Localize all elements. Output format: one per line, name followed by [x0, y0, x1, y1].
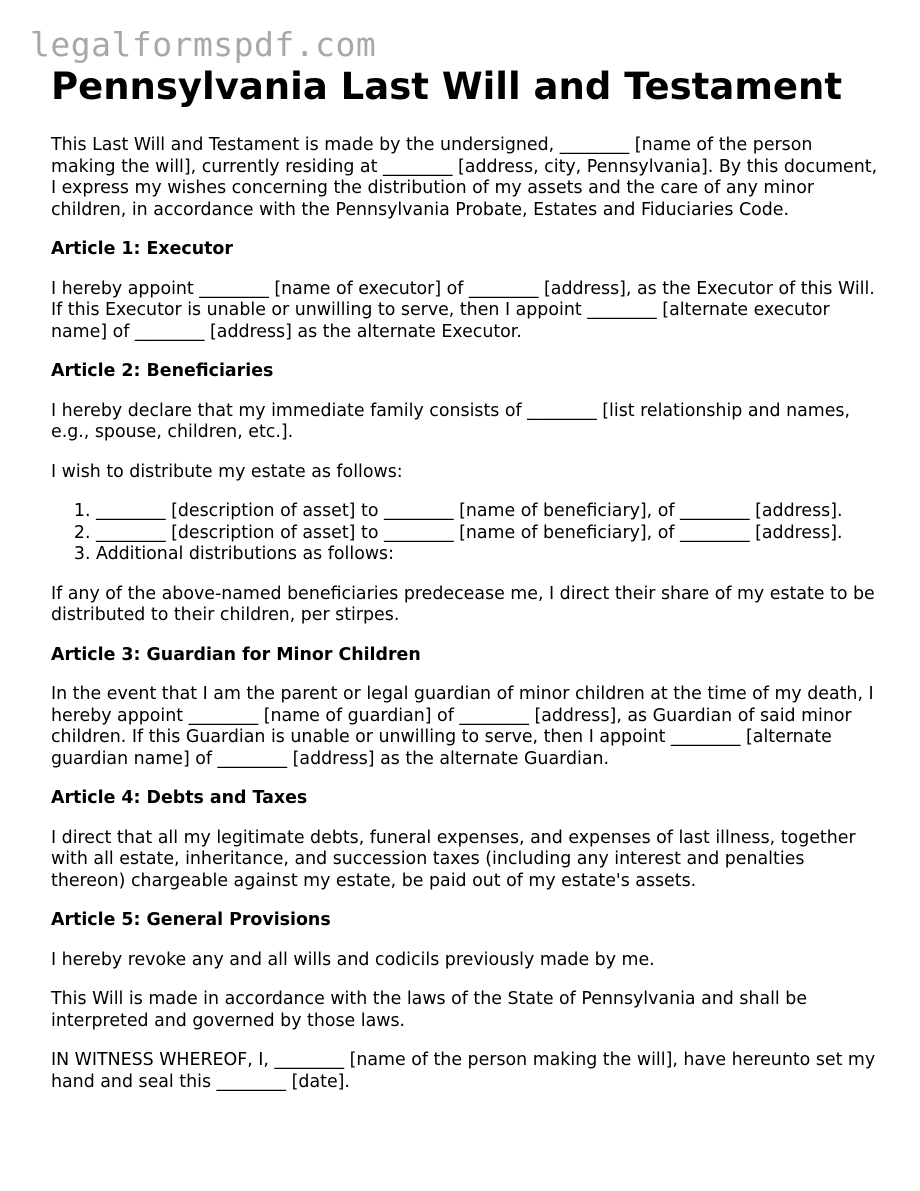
article-4-text: I direct that all my legitimate debts, funeral expenses, and expenses of last illness, together with all estate, inheritance, and succession taxes (including any interest and penalties thereon) chargeable against my estate, be paid out of my estate's assets. — [51, 827, 856, 891]
article-5-witness: IN WITNESS WHEREOF, I, ________ [name of the person making the will], have hereunto set my hand and seal this ________ [date]. — [51, 1050, 876, 1092]
distribution-list — [51, 501, 881, 566]
article-2-predecease: If any of the above-named beneficiaries predecease me, I direct their share of my estate to be distributed to their children, per stirpes. — [51, 583, 875, 625]
article-4-heading: Article 4: Debts and Taxes — [51, 788, 308, 808]
article-1-heading: Article 1: Executor — [51, 239, 233, 259]
article-2-distribute: I wish to distribute my estate as follows: — [51, 461, 403, 482]
article-2-family: I hereby declare that my immediate family consists of ________ [list relationship and names, e.g., spouse, children, etc.]. — [51, 400, 851, 442]
article-3-heading: Article 3: Guardian for Minor Children — [51, 644, 421, 665]
list-item: 2. ________ [description of asset] to ________ [name of beneficiary], of ________ [address]. — [96, 523, 881, 545]
list-item: 3. Additional distributions as follows: — [96, 544, 881, 566]
article-1-text: I hereby appoint ________ [name of executor] of ________ [address], as the Executor of this Will. If this Executor is unable or unwilling to serve, then I appoint ________ [alternate executor name] of ________ [address] as the alternate Executor. — [51, 278, 875, 342]
article-3-text: In the event that I am the parent or legal guardian of minor children at the time of my death, I hereby appoint ________ [name of guardian] of ________ [address], as Guardian of said minor children. If this Guardian is unable or unwilling to serve, then I appoint ________ [alternate guardian name] of ________ [address] as the alternate Guardian. — [51, 684, 874, 769]
article-5-law: This Will is made in accordance with the laws of the State of Pennsylvania and shall be interpreted and governed by those laws. — [51, 989, 808, 1031]
article-5-revoke: I hereby revoke any and all wills and codicils previously made by me. — [51, 949, 655, 970]
article-2-heading: Article 2: Beneficiaries — [51, 361, 274, 381]
document-body — [51, 64, 881, 1111]
list-item: 1. ________ [description of asset] to ________ [name of beneficiary], of ________ [address]. — [96, 501, 881, 523]
document-title: Pennsylvania Last Will and Testament — [51, 65, 843, 108]
article-5-heading: Article 5: General Provisions — [51, 910, 331, 930]
intro-paragraph: This Last Will and Testament is made by the undersigned, ________ [name of the person making the will], currently residing at ________ [address, city, Pennsylvania]. By this document, I express my wishes concerning the distribution of my assets and the care of any minor children, in accordance with the Pennsylvania Probate, Estates and Fiduciaries Code. — [51, 135, 878, 220]
watermark-logo: legalformspdf.com — [30, 25, 377, 64]
